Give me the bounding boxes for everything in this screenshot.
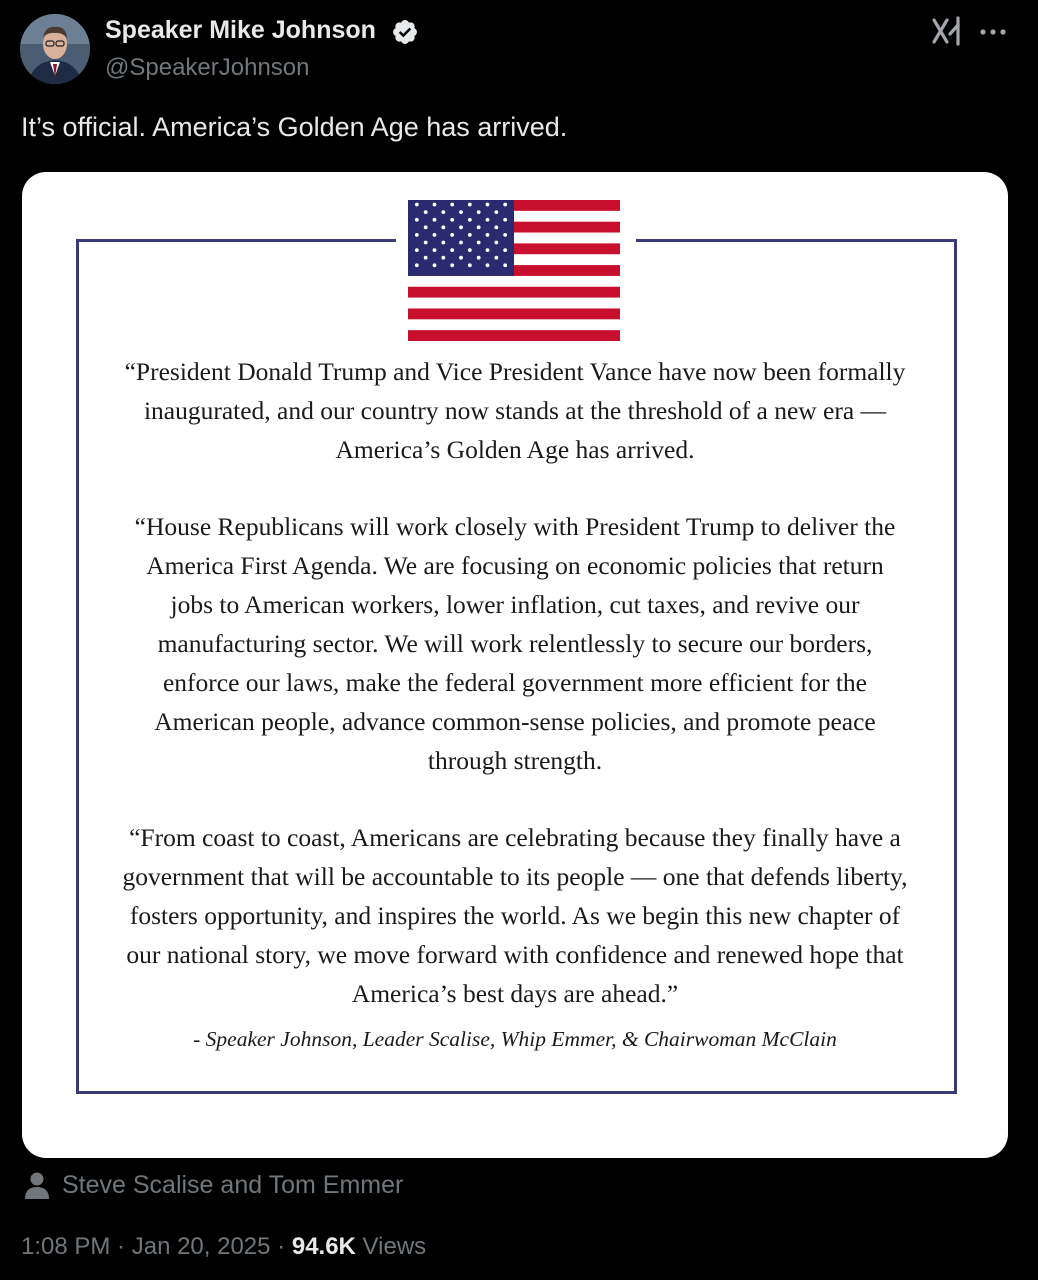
us-flag-icon [396,186,636,344]
views-count[interactable]: 94.6K [291,1233,356,1260]
statement-paragraph-3: “From coast to coast, Americans are celebrating because they finally have a government that will be accountable to its people — one that defends liberty, fosters opportunity, and inspires the world. As we begin this new chapter of our national story, we move forward with confidence and renewed hope that America’s best days are ahead.” [122,823,908,1008]
grok-icon[interactable] [931,16,963,46]
statement-attribution: - Speaker Johnson, Leader Scalise, Whip Emmer, & Chairwoman McClain [193,1027,837,1051]
meta-separator-2: · [270,1233,292,1260]
person-icon [24,1171,50,1199]
tweet-meta [21,1233,426,1261]
author-handle[interactable]: @SpeakerJohnson [105,54,310,81]
tweet-media-image[interactable] [22,172,1008,1158]
statement-paragraph-2: “House Republicans will work closely with President Trump to deliver the America First Agenda. We are focusing on economic policies that return jobs to American workers, lower inflation, cut taxes, and revive our manufacturing sector. We will work relentlessly to secure our borders, enforce our laws, make the federal government more efficient for the American people, advance common-sense policies, and promote peace through strength. [134,512,896,775]
tagged-people-text: Steve Scalise and Tom Emmer [62,1170,404,1199]
tweet-date[interactable]: Jan 20, 2025 [131,1233,271,1260]
verified-badge-icon[interactable] [391,18,419,46]
meta-separator: · [110,1233,132,1260]
speaker-portrait-avatar [20,14,90,84]
display-name[interactable]: Speaker Mike Johnson [105,16,376,44]
tagged-people[interactable] [24,1168,403,1202]
more-options-icon[interactable] [978,20,1008,44]
statement-paragraph-1: “President Donald Trump and Vice President Vance have now been formally inaugurated, and our country now stands at the threshold of a new era — America’s Golden Age has arrived. [124,357,906,464]
tweet-time[interactable]: 1:08 PM [21,1233,111,1260]
statement-body [122,352,908,1051]
avatar[interactable] [20,14,90,84]
views-label: Views [355,1233,427,1260]
tweet-text: It’s official. America’s Golden Age has arrived. [21,112,568,142]
